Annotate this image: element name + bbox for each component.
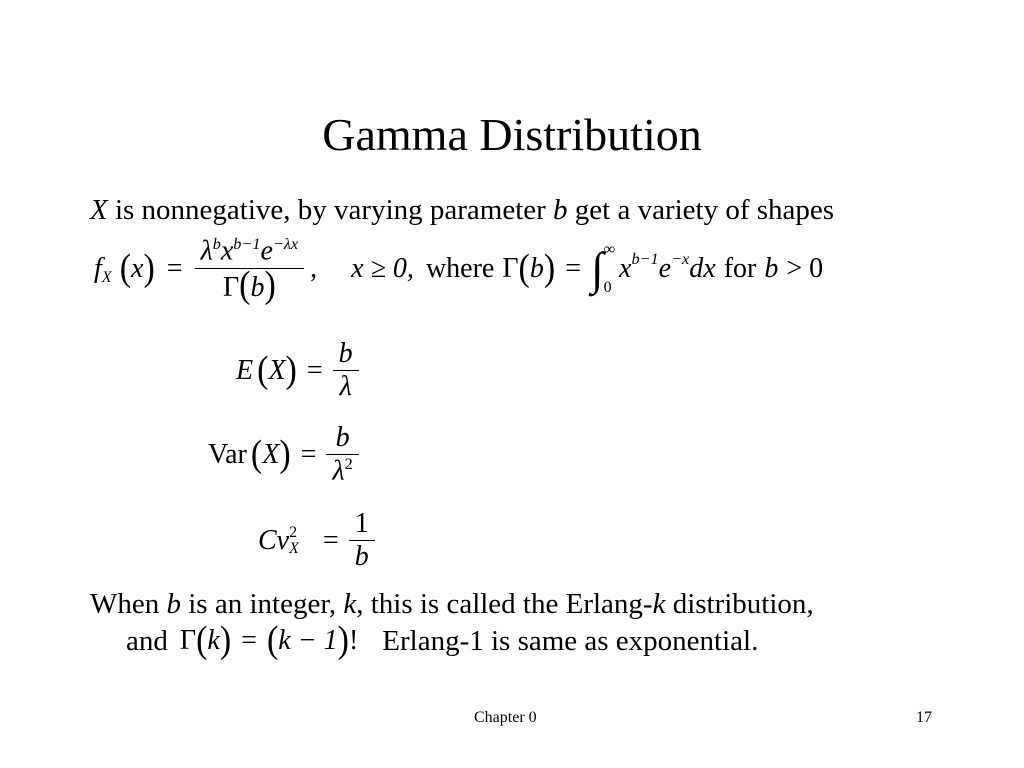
variance-numerator: b (335, 422, 350, 453)
integral-sign: ∫ (590, 243, 604, 295)
intro-line (90, 193, 834, 227)
pdf-numerator: $\lambda^bx^{b-1}e^{-\lambda x}$ (200, 235, 299, 267)
pdf-where: where (425, 253, 495, 285)
gamma-def-gamma: Γ (502, 253, 519, 285)
pdf-denominator: Γ(b) (222, 264, 276, 306)
mean-denominator: λ (339, 371, 352, 403)
pdf-f-sub: X (101, 268, 112, 287)
pdf-for: for (723, 253, 757, 285)
cv-denominator: b (354, 541, 369, 573)
variance-fraction (326, 422, 358, 488)
pdf-f: f (94, 253, 102, 285)
pdf-formula: f $_X$ ( x ) = $\frac{\lambda^bx^{b-1}e^{-\lambda x}}{\Gamma(b)}$ , x ≥ 0, where Γ ( b ) = ∫ ∞ 0 x $^{b-1}$ e $^{-x}$ dx for b > 0 (94, 235, 824, 306)
mean-fraction (333, 338, 359, 403)
mean-numerator: b (338, 338, 353, 369)
cv-fraction (349, 508, 375, 573)
intro-variable: X (90, 194, 108, 226)
intro-param: b (553, 194, 568, 226)
pdf-comma: , (310, 253, 318, 285)
cv-numerator: 1 (354, 508, 369, 539)
pdf-condition: x ≥ 0, (351, 253, 414, 285)
integral-lower: 0 (603, 279, 612, 297)
integral-upper: ∞ (603, 241, 615, 259)
erlang-line-1: When b is an integer, k, this is called the Erlang-k distribution, (90, 588, 814, 620)
mean-formula: E ( X ) = $\frac{b}{\lambda}$ (236, 338, 359, 403)
intro-text-1: is nonnegative, by varying parameter (107, 194, 554, 226)
pdf-gt-zero: > 0 (786, 253, 824, 285)
intro-text-2: get a variety of shapes (567, 194, 835, 226)
cv-formula: Cv 2 X = $\frac{1}{b}$ (258, 508, 375, 573)
cv-lhs: Cv (258, 524, 290, 556)
integral-limits (604, 242, 615, 296)
erlang-and: and (126, 625, 168, 657)
footer-chapter: Chapter 0 (474, 709, 537, 726)
pdf-x: x (131, 253, 144, 285)
cv-sup: 2 (289, 523, 298, 541)
pdf-fraction (195, 235, 305, 304)
erlang-line-2: and Γ ( k ) = ( k − 1 ) ! Erlang-1 is same as exponential. (126, 619, 759, 662)
variance-formula: Var ( X ) = $\frac{b}{\lambda^2}$ (208, 422, 359, 488)
erlang-note: Erlang-1 is same as exponential. (382, 625, 759, 657)
erlang-k-minus-1: k − 1 (278, 625, 338, 656)
slide-title: Gamma Distribution (322, 109, 702, 160)
erlang-gamma: Γ (179, 625, 197, 656)
pdf-equals: = (166, 253, 183, 285)
integral-dx: dx (689, 253, 716, 285)
variance-denominator: $\lambda^2$ (332, 455, 353, 487)
variance-lhs: Var (208, 438, 247, 470)
mean-lhs: E (236, 354, 254, 386)
footer-page-number: 17 (916, 709, 932, 726)
cv-sub: X (289, 539, 299, 557)
